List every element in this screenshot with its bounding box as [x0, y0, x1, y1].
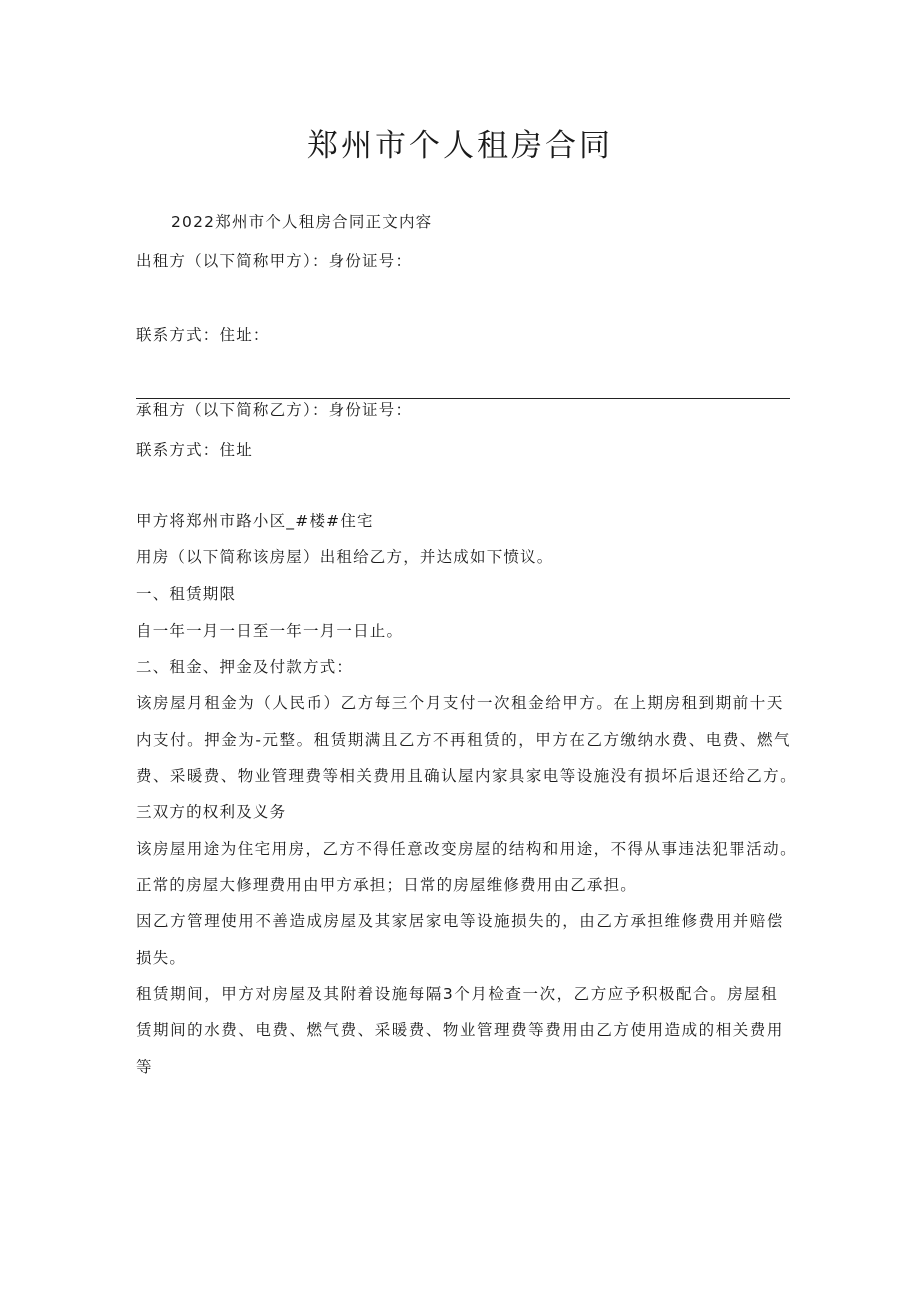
paragraph-line: 该房屋用途为住宅用房，乙方不得任意改变房屋的结构和用途，不得从事违法犯罪活动。 — [136, 840, 798, 858]
paragraph-line: 自一年一月一日至一年一月一日止。 — [136, 622, 404, 640]
lessor-id-line: 出租方（以下简称甲方）：身份证号： — [136, 252, 413, 270]
section-heading: 三双方的权利及义务 — [136, 803, 287, 821]
lessee-contact-line: 联系方式：住址 — [136, 441, 253, 459]
property-line: 甲方将郑州市路小区_#楼#住宅 — [136, 512, 374, 530]
paragraph-line: 因乙方管理使用不善造成房屋及其家居家电等设施损失的，由乙方承担维修费用并赔偿 — [136, 912, 784, 930]
agreement-line: 用房（以下简称该房屋）出租给乙方，并达成如下愤议。 — [136, 548, 554, 566]
paragraph-line: 正常的房屋大修理费用由甲方承担；日常的房屋维修费用由乙承担。 — [136, 876, 638, 894]
paragraph-line: 租赁期间，甲方对房屋及其附着设施每隔3个月检查一次，乙方应予积极配合。房屋租 — [136, 985, 779, 1003]
section-heading: 二、租金、押金及付款方式： — [136, 658, 354, 676]
intro-line: 2022郑州市个人租房合同正文内容 — [171, 213, 433, 231]
paragraph-line: 内支付。押金为-元整。租赁期满且乙方不再租赁的，甲方在乙方缴纳水费、电费、燃气 — [136, 731, 792, 749]
paragraph-line: 等 — [136, 1058, 153, 1076]
paragraph-line: 费、采暖费、物业管理费等相关费用且确认屋内家具家电等设施没有损坏后退还给乙方。 — [136, 767, 798, 785]
document-title: 郑州市个人租房合同 — [307, 128, 613, 164]
lessor-contact-line: 联系方式：住址： — [136, 326, 270, 344]
lessee-id-line: 承租方（以下简称乙方）：身份证号： — [136, 401, 413, 419]
section-heading: 一、租赁期限 — [136, 585, 237, 603]
paragraph-line: 该房屋月租金为（人民币）乙方每三个月支付一次租金给甲方。在上期房租到期前十天 — [136, 694, 784, 712]
paragraph-line: 损失。 — [136, 949, 187, 967]
paragraph-line: 赁期间的水费、电费、燃气费、采暖费、物业管理费等费用由乙方使用造成的相关费用 — [136, 1021, 784, 1039]
